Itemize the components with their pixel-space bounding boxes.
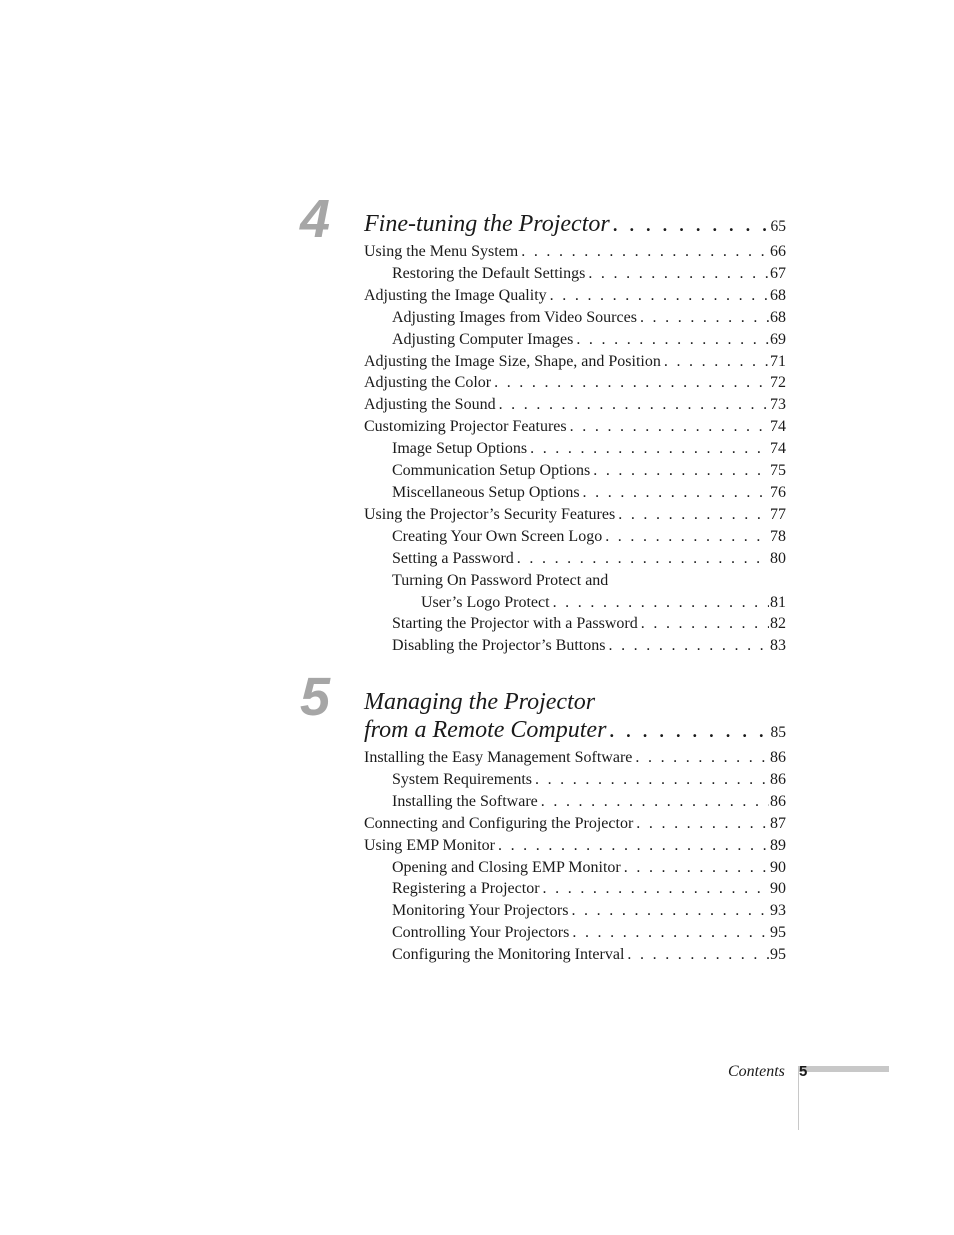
- page-number: 72: [770, 374, 786, 392]
- toc-entry[interactable]: [364, 944, 786, 966]
- toc-entry[interactable]: [364, 416, 786, 438]
- toc-entry[interactable]: [364, 857, 786, 879]
- entry-text: Connecting and Configuring the Projector: [364, 814, 634, 832]
- toc-entry[interactable]: [364, 460, 786, 482]
- toc-entry[interactable]: [364, 241, 786, 263]
- page-number: 86: [770, 770, 786, 788]
- page-number: 75: [770, 462, 786, 480]
- leader-dots: [543, 878, 769, 900]
- entry-text: Configuring the Monitoring Interval: [392, 946, 625, 964]
- entry-text: Creating Your Own Screen Logo: [392, 527, 603, 545]
- leader-dots: [609, 716, 769, 744]
- entry-text: Controlling Your Projectors: [392, 924, 570, 942]
- toc-entry[interactable]: [364, 526, 786, 548]
- toc-entry[interactable]: [364, 548, 786, 570]
- leader-dots: [571, 900, 769, 922]
- toc-entry[interactable]: [364, 504, 786, 526]
- leader-dots: [494, 372, 769, 394]
- toc-entry[interactable]: [364, 394, 786, 416]
- entry-text: Communication Setup Options: [392, 462, 591, 480]
- leader-dots: [641, 613, 769, 635]
- toc-entry[interactable]: [364, 482, 786, 504]
- leader-dots: [605, 526, 769, 548]
- page-number: 85: [770, 724, 786, 741]
- entry-text: Adjusting the Image Size, Shape, and Position: [364, 352, 661, 370]
- page-number: 69: [770, 330, 786, 348]
- page-number: 82: [770, 615, 786, 633]
- entry-text: Starting the Projector with a Password: [392, 615, 638, 633]
- page-number: 78: [770, 527, 786, 545]
- chapter-title-link[interactable]: [364, 210, 786, 241]
- page-number: 65: [770, 218, 786, 235]
- chapter-title-line2: from a Remote Computer: [364, 717, 607, 743]
- entry-text: Image Setup Options: [392, 440, 528, 458]
- toc-entry[interactable]: [364, 372, 786, 394]
- entry-text: Turning On Password Protect and: [392, 571, 609, 589]
- toc-entry[interactable]: [364, 263, 786, 285]
- page-number: 73: [770, 396, 786, 414]
- entry-text: Adjusting the Image Quality: [364, 286, 547, 304]
- page-number: 74: [770, 440, 786, 458]
- entry-text: Adjusting the Sound: [364, 396, 496, 414]
- page-number: 86: [770, 749, 786, 766]
- leader-dots: [664, 351, 769, 373]
- entry-text: Miscellaneous Setup Options: [392, 483, 580, 501]
- entry-text: Customizing Projector Features: [364, 418, 567, 436]
- toc-entry[interactable]: [364, 878, 786, 900]
- toc-entry[interactable]: [364, 747, 786, 769]
- leader-dots: [499, 394, 769, 416]
- page-number: 95: [770, 924, 786, 942]
- chapter-title-link[interactable]: [364, 716, 786, 747]
- leader-dots: [576, 329, 769, 351]
- leader-dots: [583, 482, 769, 504]
- chapter-title-line1: Managing the Projector: [364, 689, 596, 715]
- page-number: 71: [770, 352, 786, 370]
- footer-label: Contents: [728, 1063, 785, 1080]
- page-number: 90: [770, 880, 786, 898]
- entry-text: Monitoring Your Projectors: [392, 902, 569, 920]
- toc-entry[interactable]: [364, 592, 786, 614]
- leader-dots: [613, 210, 770, 238]
- entry-text: Using the Menu System: [364, 243, 519, 260]
- leader-dots: [608, 635, 769, 657]
- chapter-number: 4: [300, 189, 331, 249]
- entry-text: Setting a Password: [392, 549, 514, 567]
- page-number: 66: [770, 243, 786, 260]
- page-number: 93: [770, 902, 786, 920]
- leader-dots: [588, 263, 769, 285]
- entry-text: System Requirements: [392, 770, 532, 788]
- toc-entry[interactable]: [364, 835, 786, 857]
- page-number: 81: [770, 593, 786, 611]
- page-number: 83: [770, 637, 786, 655]
- toc-entry[interactable]: [364, 769, 786, 791]
- leader-dots: [627, 944, 769, 966]
- footer-bar: [799, 1066, 889, 1072]
- chapter-title: Fine-tuning the Projector: [364, 211, 610, 237]
- entry-text: Opening and Closing EMP Monitor: [392, 858, 621, 876]
- page-number: 95: [770, 946, 786, 964]
- toc-entry[interactable]: [364, 791, 786, 813]
- toc-entry[interactable]: [364, 285, 786, 307]
- page-number: 80: [770, 549, 786, 567]
- page-number: 68: [770, 308, 786, 326]
- page-number: 89: [770, 836, 786, 854]
- leader-dots: [593, 460, 769, 482]
- footer-page-number: 5: [799, 1063, 808, 1080]
- page-number: 87: [770, 814, 786, 832]
- entry-text: Installing the Software: [392, 792, 538, 810]
- leader-dots: [635, 747, 769, 769]
- leader-dots: [530, 438, 769, 460]
- page-number: 86: [770, 792, 786, 810]
- entry-text: Adjusting the Color: [364, 374, 492, 392]
- entry-text: Using the Projector’s Security Features: [364, 505, 616, 523]
- page-number: 77: [770, 505, 786, 523]
- leader-dots: [541, 791, 769, 813]
- leader-dots: [535, 769, 769, 791]
- chapter-number: 5: [300, 667, 331, 727]
- leader-dots: [521, 241, 769, 263]
- entry-text: Restoring the Default Settings: [392, 264, 586, 282]
- leader-dots: [572, 922, 769, 944]
- toc-entry[interactable]: [364, 351, 786, 373]
- toc-entry[interactable]: [364, 613, 786, 635]
- toc-entry[interactable]: [364, 438, 786, 460]
- entry-text: Using EMP Monitor: [364, 836, 495, 854]
- page-number: 90: [770, 858, 786, 876]
- page-number: 67: [770, 264, 786, 282]
- leader-dots: [624, 857, 769, 879]
- page-number: 76: [770, 483, 786, 501]
- toc-entry[interactable]: [364, 635, 786, 657]
- toc-entry[interactable]: [364, 329, 786, 351]
- leader-dots: [640, 307, 769, 329]
- entry-text: Adjusting Images from Video Sources: [392, 308, 637, 326]
- toc-entry[interactable]: [364, 900, 786, 922]
- leader-dots: [550, 285, 769, 307]
- leader-dots: [498, 835, 769, 857]
- entry-text: Disabling the Projector’s Buttons: [392, 637, 606, 655]
- leader-dots: [636, 813, 769, 835]
- leader-dots: [553, 592, 769, 614]
- toc-entry[interactable]: [364, 813, 786, 835]
- toc-entry[interactable]: [364, 570, 786, 592]
- leader-dots: [618, 504, 769, 526]
- entry-text: Installing the Easy Management Software: [364, 749, 633, 766]
- page-number: 68: [770, 286, 786, 304]
- toc-entry[interactable]: [364, 307, 786, 329]
- toc-entry[interactable]: [364, 922, 786, 944]
- entry-text: Registering a Projector: [392, 880, 540, 898]
- entry-text: User’s Logo Protect: [421, 593, 550, 611]
- entry-text: Adjusting Computer Images: [392, 330, 574, 348]
- leader-dots: [517, 548, 769, 570]
- leader-dots: [570, 416, 769, 438]
- page-number: 74: [770, 418, 786, 436]
